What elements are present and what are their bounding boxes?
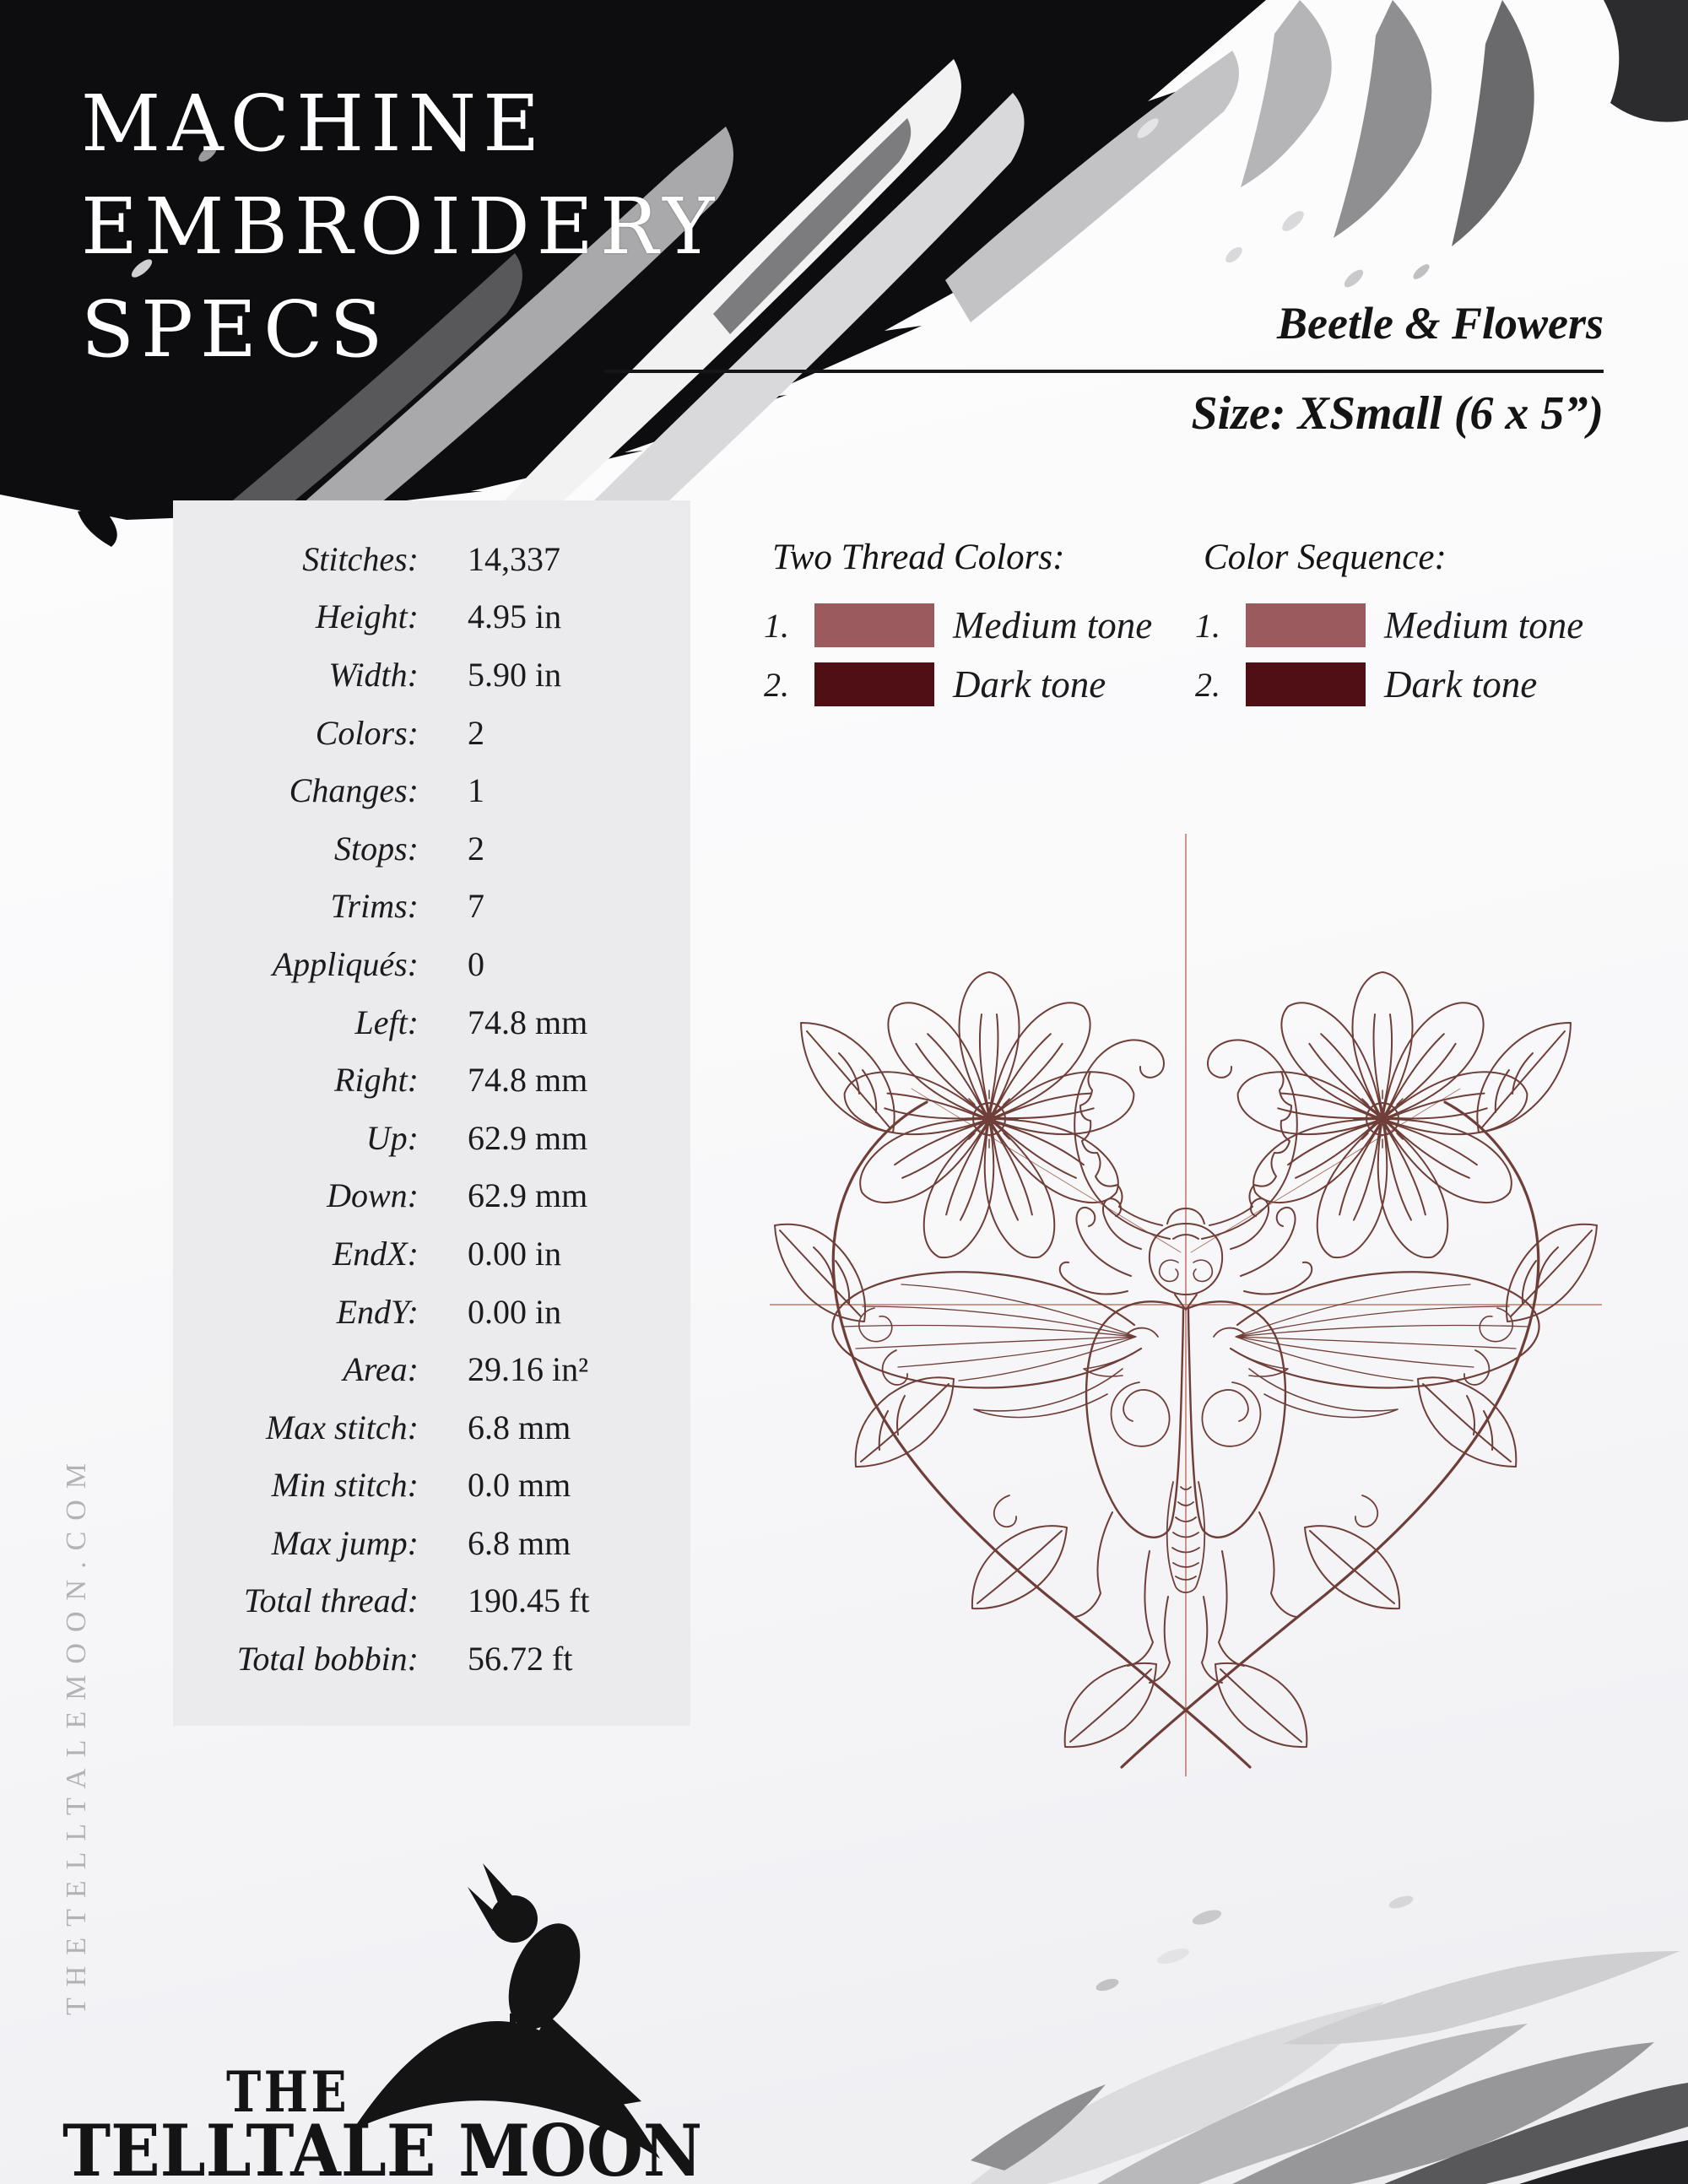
tone-label: Medium tone <box>1384 604 1584 646</box>
color-number: 2. <box>1195 665 1220 704</box>
spec-label: EndX: <box>332 1234 419 1273</box>
spec-label: Total thread: <box>243 1581 419 1620</box>
tone-label: Medium tone <box>953 604 1153 646</box>
spec-row <box>173 1457 690 1515</box>
spec-label: Changes: <box>289 771 419 810</box>
tone-label: Dark tone <box>1384 663 1538 705</box>
beetle-and-flowers-illustration <box>734 802 1646 1789</box>
spec-value: 0 <box>468 944 484 983</box>
spec-label: Total bobbin: <box>236 1640 419 1679</box>
footer-brush-art <box>878 1882 1688 2184</box>
gray-brush-streaks <box>971 1894 1688 2184</box>
spec-value: 4.95 in <box>468 597 562 636</box>
color-swatch <box>814 603 934 647</box>
spec-value: 29.16 in² <box>468 1350 589 1389</box>
spec-table <box>173 530 690 1688</box>
spec-row <box>173 1224 690 1283</box>
spec-row <box>173 935 690 993</box>
spec-row <box>173 1398 690 1457</box>
spec-row <box>173 646 690 704</box>
spec-row <box>173 1340 690 1398</box>
design-size-label: Size: XSmall (6 x 5”) <box>1191 387 1604 440</box>
telltale-moon-logo <box>51 1848 726 2184</box>
spec-value: 74.8 mm <box>468 1003 588 1041</box>
color-swatch <box>814 662 934 706</box>
color-number: 1. <box>1195 606 1220 645</box>
spec-value: 0.0 mm <box>468 1466 571 1505</box>
spec-label: Width: <box>328 655 419 694</box>
spec-value: 62.9 mm <box>468 1118 588 1157</box>
spec-label: Max jump: <box>271 1523 419 1562</box>
spec-label: Up: <box>365 1118 419 1157</box>
spec-row <box>173 1572 690 1630</box>
spec-value: 6.8 mm <box>468 1408 571 1446</box>
page-title-line: SPECS <box>81 284 390 375</box>
spec-value: 2 <box>468 829 484 868</box>
spec-label: Height: <box>315 597 419 636</box>
spec-row <box>173 530 690 588</box>
spec-label: Appliqués: <box>272 944 419 983</box>
color-row <box>1195 603 1617 647</box>
spec-row <box>173 1109 690 1167</box>
website-vertical-text: THETELLTALEMOON.COM <box>61 1451 92 2015</box>
page-title <box>81 73 721 381</box>
spec-value: 14,337 <box>468 539 560 578</box>
spec-row <box>173 1051 690 1109</box>
spec-value: 62.9 mm <box>468 1176 588 1215</box>
spec-row <box>173 993 690 1051</box>
color-number: 1. <box>764 606 789 645</box>
spec-value: 0.00 in <box>468 1234 562 1273</box>
header-divider-rule <box>604 370 1604 373</box>
crosshair-guides <box>770 834 1602 1776</box>
spec-value: 7 <box>468 887 484 926</box>
color-swatch <box>1246 662 1366 706</box>
spec-value: 74.8 mm <box>468 1061 588 1100</box>
spec-value: 0.00 in <box>468 1292 562 1331</box>
spec-row <box>173 878 690 936</box>
design-name: Beetle & Flowers <box>1277 298 1604 349</box>
spec-row <box>173 761 690 819</box>
spec-label: Left: <box>354 1003 419 1041</box>
spec-label: Colors: <box>315 713 419 752</box>
spec-row <box>173 1514 690 1572</box>
spec-row <box>173 1283 690 1341</box>
spec-row <box>173 704 690 762</box>
color-sequence-group <box>1195 537 1617 722</box>
page-title-line: MACHINE <box>81 78 547 169</box>
spec-label: Max stitch: <box>265 1408 419 1446</box>
color-number: 2. <box>764 665 789 704</box>
spec-label: Stitches: <box>302 539 419 578</box>
spec-row <box>173 588 690 646</box>
spec-value: 5.90 in <box>468 655 562 694</box>
tone-label: Dark tone <box>953 663 1106 705</box>
spec-row <box>173 1167 690 1225</box>
spec-label: Down: <box>327 1176 419 1215</box>
spec-row <box>173 819 690 878</box>
color-row <box>764 662 1186 706</box>
spec-row <box>173 1630 690 1688</box>
spec-label: Stops: <box>334 829 419 868</box>
color-swatch <box>1246 603 1366 647</box>
spec-label: Right: <box>334 1061 419 1100</box>
spec-label: EndY: <box>336 1292 419 1331</box>
spec-value: 6.8 mm <box>468 1523 571 1562</box>
spec-value: 1 <box>468 771 484 810</box>
color-sequence-heading: Color Sequence: <box>1204 538 1447 577</box>
logo-the-text: THE <box>226 2059 349 2125</box>
spec-label: Trims: <box>330 887 419 926</box>
spec-value: 56.72 ft <box>468 1640 573 1679</box>
thread-colors-group <box>764 537 1186 722</box>
color-row <box>764 603 1186 647</box>
logo-name-text: TELLTALE MOON <box>62 2109 702 2184</box>
thread-colors-heading: Two Thread Colors: <box>772 538 1065 577</box>
page-title-line: EMBROIDERY <box>81 181 722 272</box>
color-row <box>1195 662 1617 706</box>
spec-label: Min stitch: <box>271 1466 419 1505</box>
spec-label: Area: <box>343 1350 419 1389</box>
spec-value: 190.45 ft <box>468 1581 590 1620</box>
spec-value: 2 <box>468 713 484 752</box>
